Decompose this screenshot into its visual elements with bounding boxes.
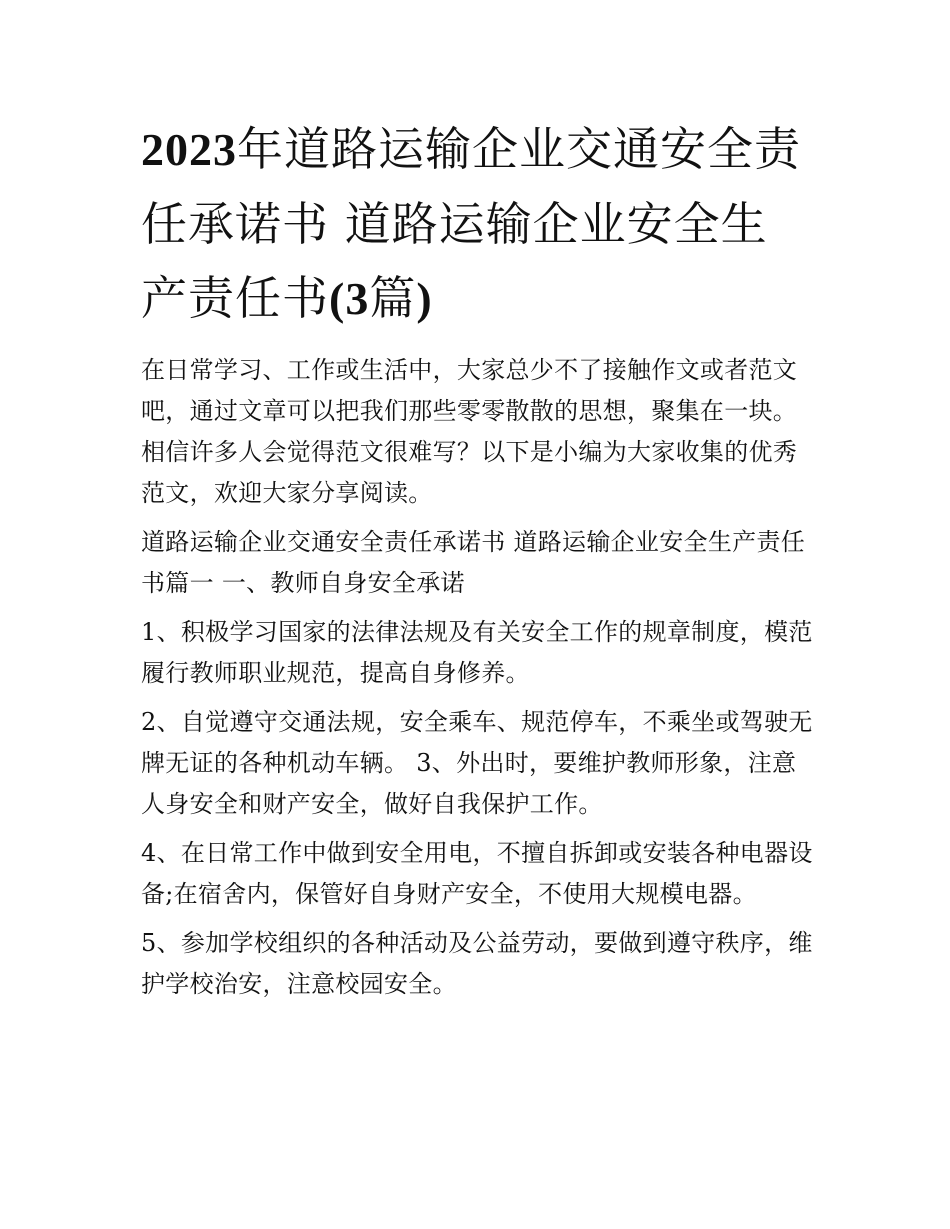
commitment-item-2-3: 2、自觉遵守交通法规，安全乘车、规范停车，不乘坐或驾驶无牌无证的各种机动车辆。 3、外出时，要维护教师形象，注意人身安全和财产安全，做好自我保护工作。 <box>141 708 813 818</box>
title-count-open: (3 <box>329 273 370 324</box>
section-heading: 道路运输企业交通安全责任承诺书 道路运输企业安全生产责任书篇一 一、教师自身安全承诺 <box>141 528 806 597</box>
document-page <box>141 112 813 1005</box>
title-count-unit: 篇 <box>369 271 417 325</box>
document-title <box>141 112 813 336</box>
commitment-item-5: 5、参加学校组织的各种活动及公益劳动，要做到遵守秩序，维护学校治安，注意校园安全。 <box>141 929 813 998</box>
title-text: 年道路运输企业交通安全责任承诺书 道路运输企业安全生产责任书 <box>141 122 801 325</box>
commitment-item-1: 1、积极学习国家的法律法规及有关安全工作的规章制度，模范履行教师职业规范，提高自身修养。 <box>141 618 813 687</box>
title-count-close: ) <box>416 273 433 324</box>
intro-paragraph: 在日常学习、工作或生活中，大家总少不了接触作文或者范文吧，通过文章可以把我们那些零零散散的思想，聚集在一块。相信许多人会觉得范文很难写？以下是小编为大家收集的优秀范文，欢迎大家分享阅读。 <box>141 356 798 507</box>
document-body <box>141 350 813 1005</box>
title-year: 2023 <box>141 124 237 175</box>
commitment-item-4: 4、在日常工作中做到安全用电，不擅自拆卸或安装各种电器设备;在宿舍内，保管好自身财产安全，不使用大规模电器。 <box>141 839 813 908</box>
